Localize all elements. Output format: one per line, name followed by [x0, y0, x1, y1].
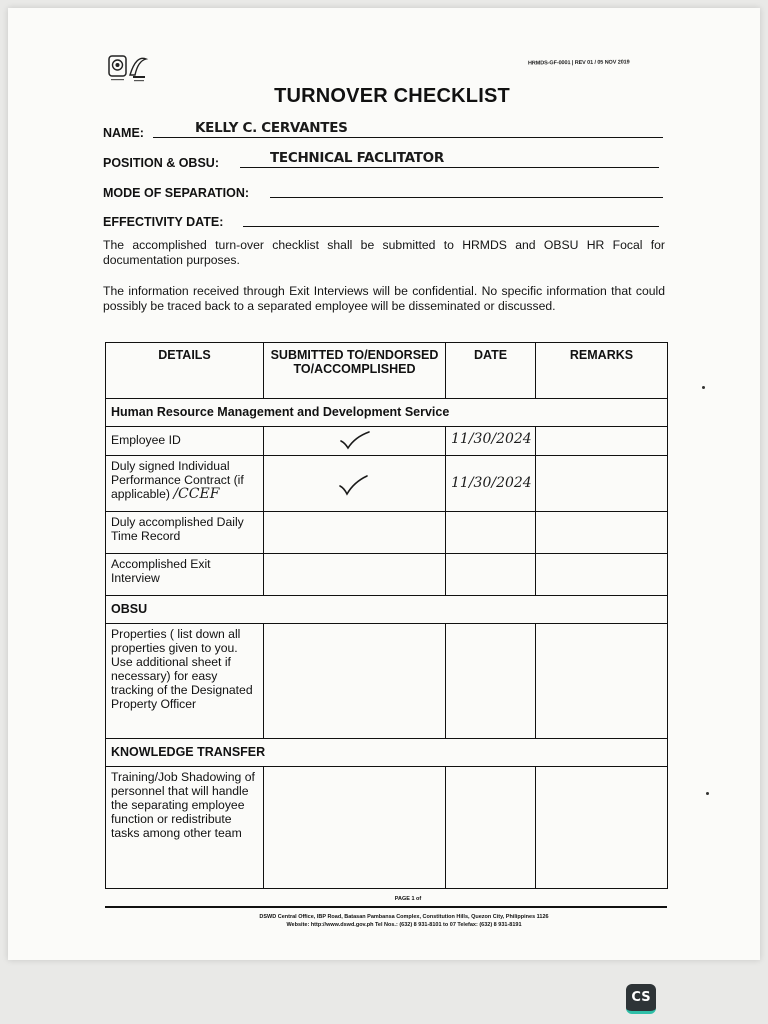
- scan-speck: [702, 386, 705, 389]
- name-value: KELLY C. CERVANTES: [195, 120, 348, 136]
- row-training-remarks: [536, 767, 668, 889]
- table-row: [106, 427, 668, 456]
- section-row: [106, 596, 668, 624]
- row-employee-id-date: 11/30/2024: [446, 427, 536, 456]
- footer-address: DSWD Central Office, IBP Road, Batasan Pambansa Complex, Constitution Hills, Quezon City, Philippines 1126: [259, 914, 549, 920]
- section-hrmds: Human Resource Management and Development Service: [106, 399, 668, 427]
- row-properties-details: Properties ( list down all properties given to you. Use additional sheet if necessary) for easy tracking of the Designated Property Officer: [106, 624, 264, 739]
- row-dtr-date: [446, 512, 536, 554]
- row-ipc-details: [106, 456, 264, 512]
- table-row: [106, 767, 668, 889]
- checklist-table: [105, 342, 668, 889]
- camscanner-badge: CS: [626, 984, 656, 1014]
- section-obsu: OBSU: [106, 596, 668, 624]
- scan-speck: [706, 792, 709, 795]
- row-employee-id-remarks: [536, 427, 668, 456]
- row-training-date: [446, 767, 536, 889]
- section-row: [106, 399, 668, 427]
- row-properties-date: [446, 624, 536, 739]
- page-title: TURNOVER CHECKLIST: [274, 85, 510, 107]
- check-mark-icon: [337, 474, 373, 496]
- row-exit-details: Accomplished Exit Interview: [106, 554, 264, 596]
- table-header-row: [106, 343, 668, 399]
- row-dtr-remarks: [536, 512, 668, 554]
- row-exit-remarks: [536, 554, 668, 596]
- confidentiality-notice: The information received through Exit Interviews will be confidential. No specific information that could possibly be traced back to a separated employee will be disseminated or discussed.: [103, 284, 665, 313]
- table-row: [106, 624, 668, 739]
- name-line: [153, 137, 663, 138]
- header-details: DETAILS: [106, 343, 264, 399]
- footer-divider: [105, 906, 667, 908]
- mode-of-separation-line: [270, 197, 663, 198]
- effectivity-date-line: [243, 226, 659, 227]
- row-ipc-date: 11/30/2024: [446, 456, 536, 512]
- header-submitted: SUBMITTED TO/ENDORSED TO/ACCOMPLISHED: [264, 343, 446, 399]
- footer-contact: Website: http://www.dswd.gov.ph Tel Nos.: (632) 8 931-8101 to 07 Telefax: (632) 8 931-8191: [286, 922, 522, 928]
- table-row: [106, 456, 668, 512]
- row-training-details: Training/Job Shadowing of personnel that will handle the separating employee function or redistribute tasks among other team: [106, 767, 264, 889]
- check-mark-icon: [337, 430, 373, 450]
- row-ipc-details-text: Duly signed Individual Performance Contract (if applicable): [111, 459, 244, 501]
- effectivity-date-field: [103, 209, 659, 229]
- row-properties-submitted: [264, 624, 446, 739]
- table-row: [106, 554, 668, 596]
- mode-of-separation-label: MODE OF SEPARATION:: [103, 186, 250, 200]
- page-number: PAGE 1 of: [394, 896, 422, 902]
- position-label: POSITION & OBSU:: [103, 156, 219, 170]
- submission-instructions: The accomplished turn-over checklist shall be submitted to HRMDS and OBSU HR Focal for documentation purposes.: [103, 238, 665, 267]
- row-employee-id-details: Employee ID: [106, 427, 264, 456]
- document-page: [8, 8, 760, 960]
- row-exit-submitted: [264, 554, 446, 596]
- name-field: [103, 120, 663, 140]
- name-label: NAME:: [103, 126, 144, 140]
- document-code: HRMDS-GF-0001 | REV 01 / 05 NOV 2019: [527, 59, 630, 67]
- position-value: TECHNICAL FACLITATOR: [270, 150, 444, 166]
- position-field: [103, 150, 659, 170]
- row-exit-date: [446, 554, 536, 596]
- row-dtr-submitted: [264, 512, 446, 554]
- header-remarks: REMARKS: [536, 343, 668, 399]
- table-row: [106, 512, 668, 554]
- row-employee-id-submitted: [264, 427, 446, 456]
- agency-logo-icon: [108, 53, 150, 89]
- section-knowledge-transfer: KNOWLEDGE TRANSFER: [106, 739, 668, 767]
- section-row: [106, 739, 668, 767]
- row-ipc-submitted: [264, 456, 446, 512]
- row-training-submitted: [264, 767, 446, 889]
- row-properties-remarks: [536, 624, 668, 739]
- row-ipc-remarks: [536, 456, 668, 512]
- position-line: [240, 167, 659, 168]
- effectivity-date-label: EFFECTIVITY DATE:: [103, 215, 224, 229]
- header-date: DATE: [446, 343, 536, 399]
- mode-of-separation-field: [103, 180, 663, 200]
- row-ipc-annotation: /CCEF: [173, 486, 220, 502]
- row-dtr-details: Duly accomplished Daily Time Record: [106, 512, 264, 554]
